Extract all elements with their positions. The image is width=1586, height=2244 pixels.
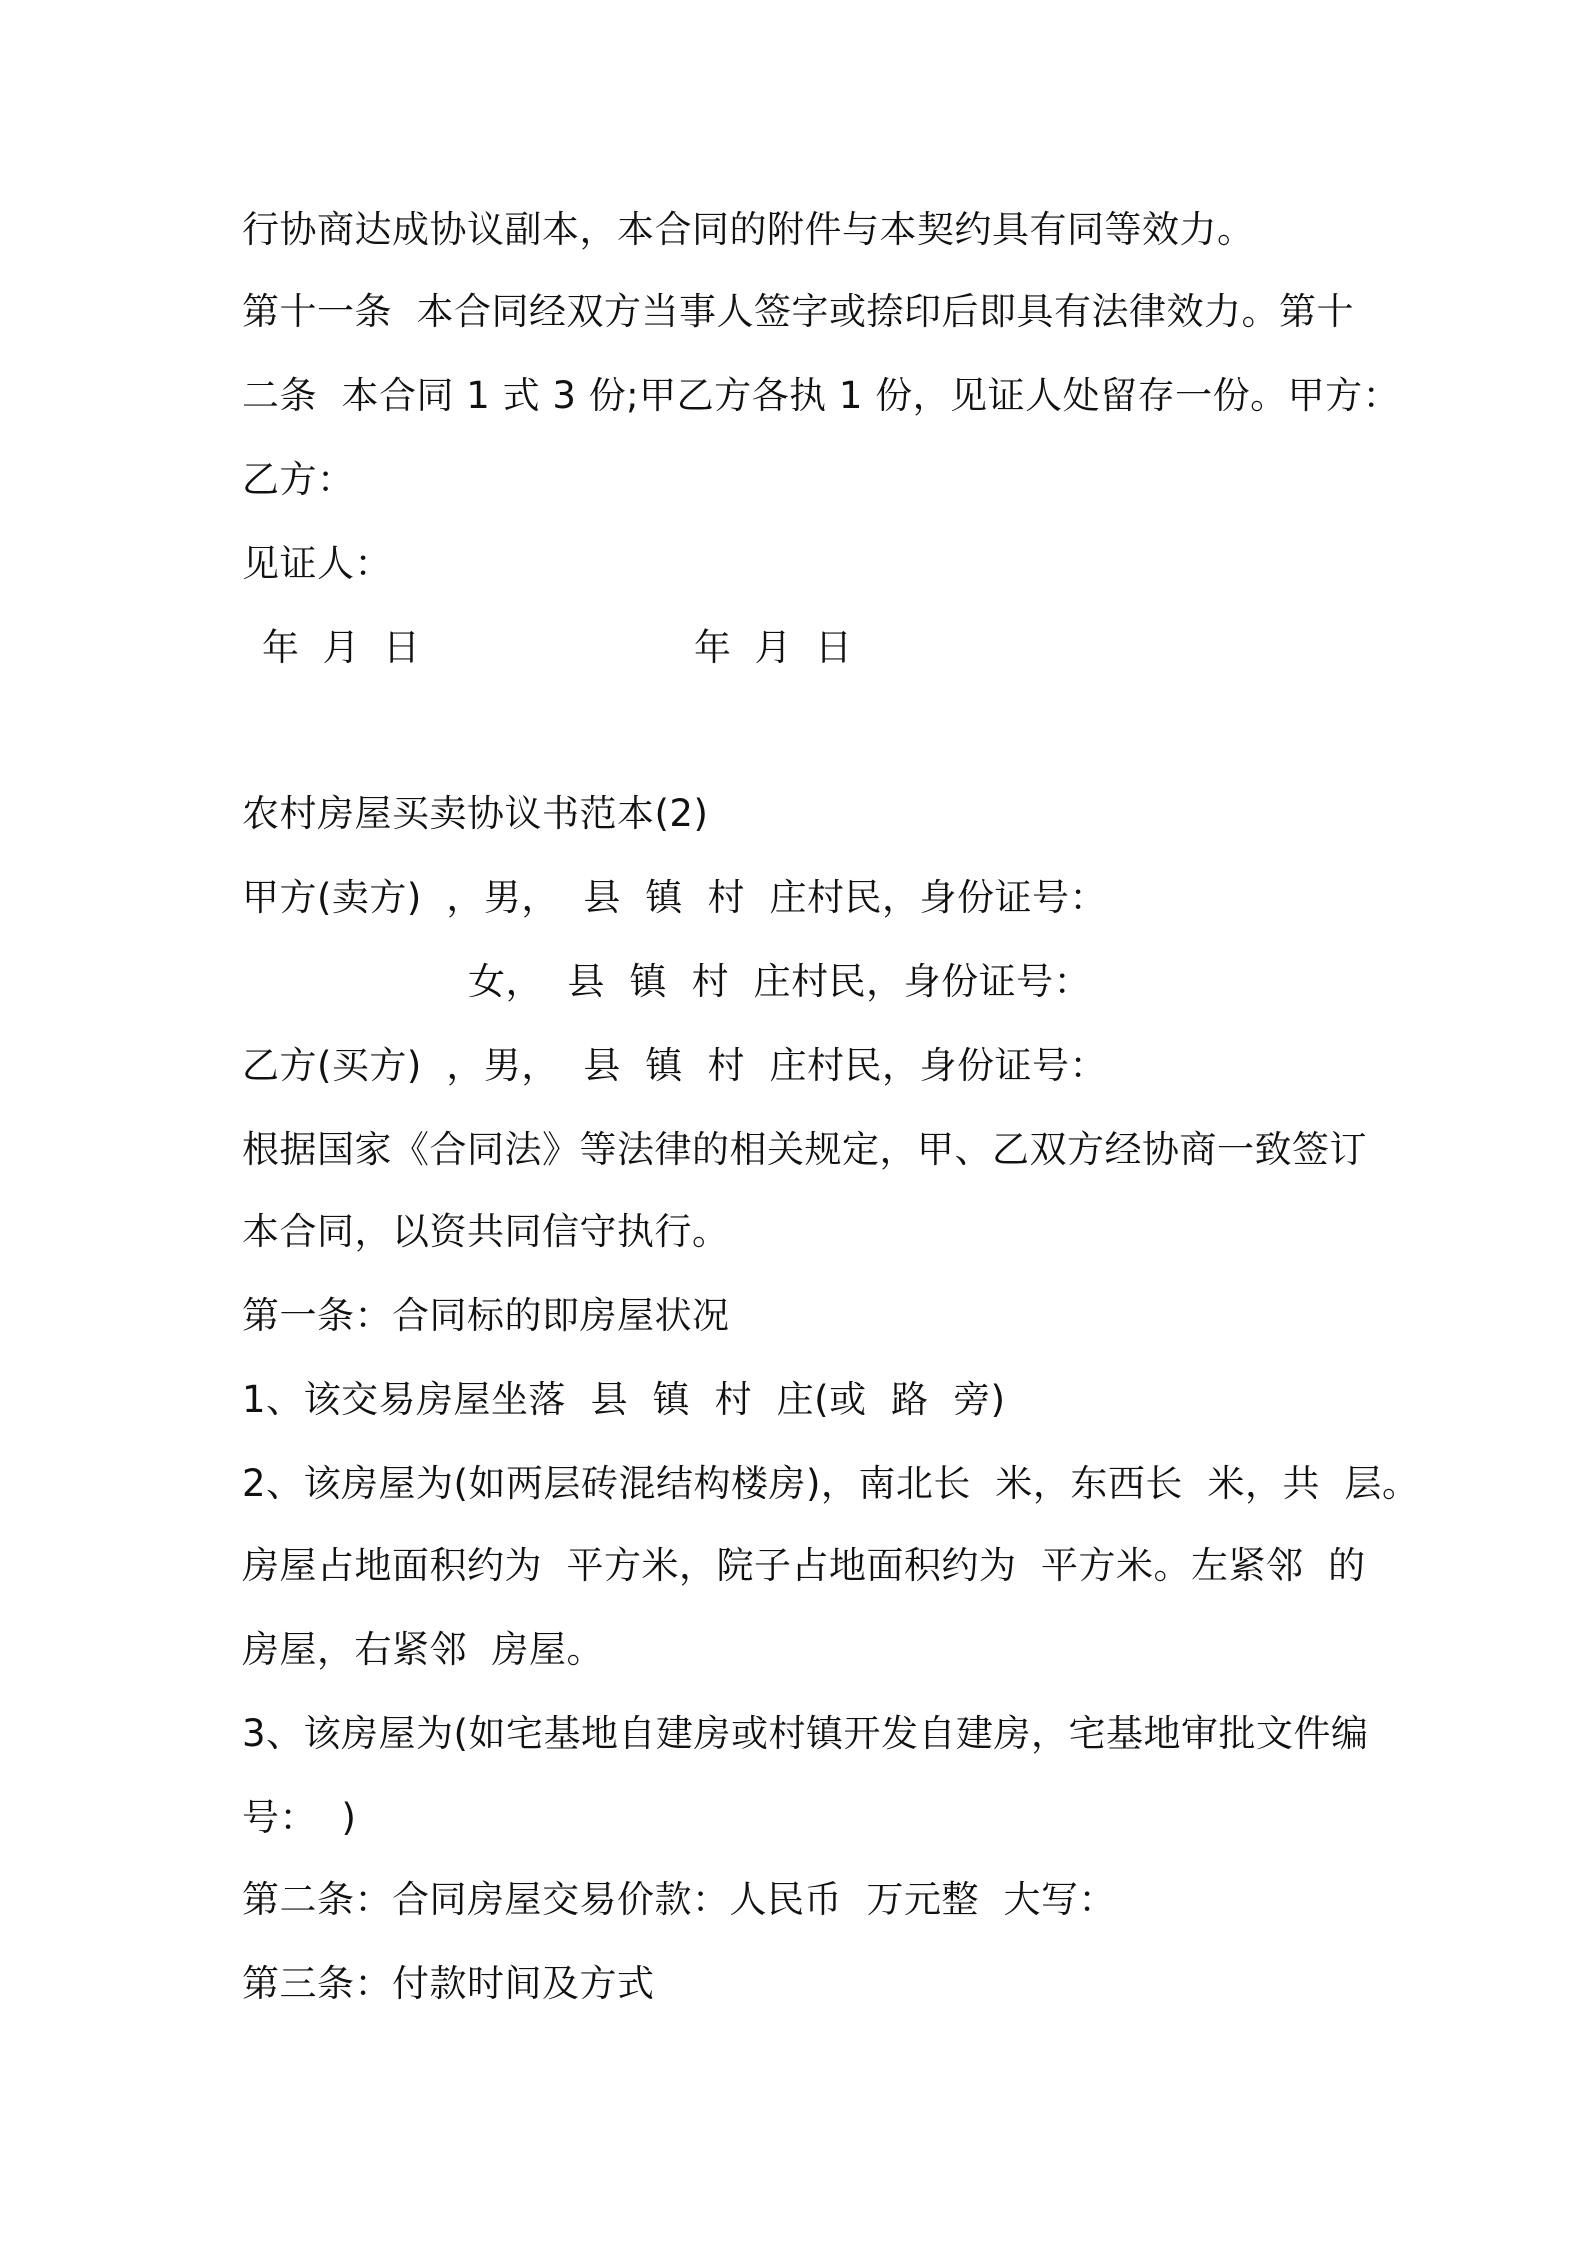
- section-title: 农村房屋买卖协议书范本(2): [242, 792, 709, 835]
- article-1-heading: 第一条：合同标的即房屋状况: [242, 1294, 730, 1337]
- text-line: 号： ): [242, 1796, 357, 1839]
- article-3-heading: 第三条：付款时间及方式: [242, 1962, 655, 2005]
- article-2-heading: 第二条：合同房屋交易价款：人民币 万元整 大写：: [242, 1878, 1117, 1921]
- article-12-line: 二条 本合同 1 式 3 份;甲乙方各执 1 份，见证人处留存一份。甲方：: [242, 374, 1401, 417]
- party-a-line: 甲方(卖方) ，男， 县 镇 村 庄村民，身份证号：: [242, 876, 1107, 919]
- text-line: 本合同，以资共同信守执行。: [242, 1210, 730, 1253]
- list-item: 1、该交易房屋坐落 县 镇 村 庄(或 路 旁): [242, 1378, 1006, 1421]
- article-11-line: 第十一条 本合同经双方当事人签字或捺印后即具有法律效力。第十: [242, 290, 1355, 333]
- text-line: 根据国家《合同法》等法律的相关规定，甲、乙双方经协商一致签订: [242, 1128, 1367, 1171]
- party-b-line: 乙方(买方) ，男， 县 镇 村 庄村民，身份证号：: [242, 1044, 1107, 1087]
- list-item: 2、该房屋为(如两层砖混结构楼房)，南北长 米，东西长 米，共 层。: [242, 1462, 1420, 1505]
- text-line: 行协商达成协议副本，本合同的附件与本契约具有同等效力。: [242, 208, 1255, 251]
- date-right: 年 月 日: [694, 626, 853, 669]
- date-left: 年 月 日: [262, 626, 421, 669]
- text-line: 房屋占地面积约为 平方米，院子占地面积约为 平方米。左紧邻 的: [242, 1544, 1366, 1587]
- list-item: 3、该房屋为(如宅基地自建房或村镇开发自建房，宅基地审批文件编: [242, 1712, 1369, 1755]
- witness-label: 见证人：: [242, 542, 392, 585]
- text-line: 房屋，右紧邻 房屋。: [242, 1628, 605, 1671]
- party-a-female-line: 女， 县 镇 村 庄村民，身份证号：: [468, 960, 1092, 1003]
- party-b-signature-label: 乙方：: [242, 458, 355, 501]
